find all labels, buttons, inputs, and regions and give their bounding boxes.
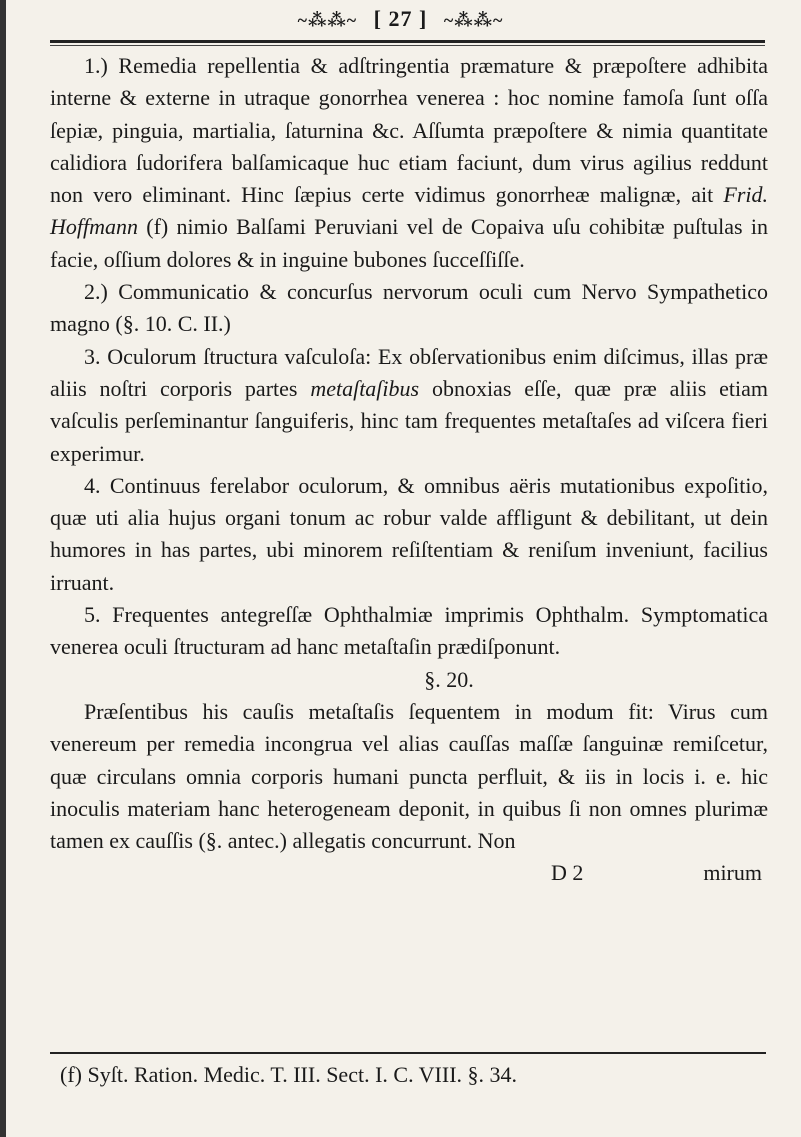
ornament-right: ~⁂⁂~ [443,10,504,30]
paragraph-1 [50,50,768,276]
signature-mark: D 2 [550,860,584,886]
paragraph-2: 2.) Communicatio & concurſus nervorum oculi cum Nervo Sympathetico magno (§. 10. C. II.) [50,279,768,337]
catchline [50,857,768,889]
page-edge-shadow [0,0,6,1137]
page-header [0,6,801,32]
ornament-left: ~⁂⁂~ [297,10,358,30]
catchword: mirum [703,860,762,886]
paragraph-1-text: 1.) Remedia repellentia & adſtringentia præmature & præpoſtere adhibita interne & externe in utraque gonorrhea venerea : hoc nomine famoſa ſunt oſſa ſepiæ, pinguia, martialia, ſaturnina &c. Aſſumta præpoſtere & nimia quantitate calidiora ſudorifera balſamicaque huc etiam faciunt, dum virus agilius reddunt non vero eliminant. Hinc ſæpius certe vidimus gonorrheæ malignæ, ait [50,53,768,208]
section-heading: §. 20. [424,666,474,692]
main-text [50,50,768,890]
header-rule [50,40,765,43]
author-citation: Frid. Hoffmann [50,182,768,240]
page-number: [ 27 ] [373,6,428,31]
header-rule-thin [50,45,765,46]
italic-term: metaſtaſibus [310,375,420,401]
footnote-rule [50,1052,766,1054]
paragraph-3-end: obnoxias eſſe, quæ præ aliis etiam vaſculis perſeminantur ſanguiferis, hinc tam frequentes metaſtaſes ad viſcera fieri experimur. [50,375,769,466]
paragraph-6: Præſentibus his cauſis metaſtaſis ſequentem in modum fit: Virus cum venereum per remedia incongrua vel alias cauſſas maſſæ ſanguinæ remiſcetur, quæ circulans omnia corporis humani puncta perfluit, & iis in locis i. e. hic inoculis materiam hanc heterogeneam deponit, in quibus ſi non omnes plurimæ tamen ex cauſſis (§. antec.) allegatis concurrunt. Non [50,698,768,854]
paragraph-3-start: 3. Oculorum ſtructura vaſculoſa: Ex obſervationibus enim diſcimus, illas præ aliis noſtri corporis partes [50,343,768,401]
paragraph-1-end: (f) nimio Balſami Peruviani vel de Copaiva uſu cohibitæ puſtulas in facie, oſſium dolores & in inguine bubones ſucceſſiſſe. [50,214,768,272]
paragraph-4: 4. Continuus ferelabor oculorum, & omnibus aëris mutationibus expoſitio, quæ uti alia hujus organi tonum ac robur valde affligunt & debilitant, ut dein humores in has partes, ubi minorem reſiſtentiam & reniſum inveniunt, facilius irruant. [50,472,768,595]
paragraph-3 [50,341,768,470]
footnote: (f) Syſt. Ration. Medic. T. III. Sect. I. C. VIII. §. 34. [60,1062,518,1087]
paragraph-5: 5. Frequentes antegreſſæ Ophthalmiæ imprimis Ophthalm. Symptomatica venerea oculi ſtructuram ad hanc metaſtaſin prædiſponunt. [50,602,768,660]
